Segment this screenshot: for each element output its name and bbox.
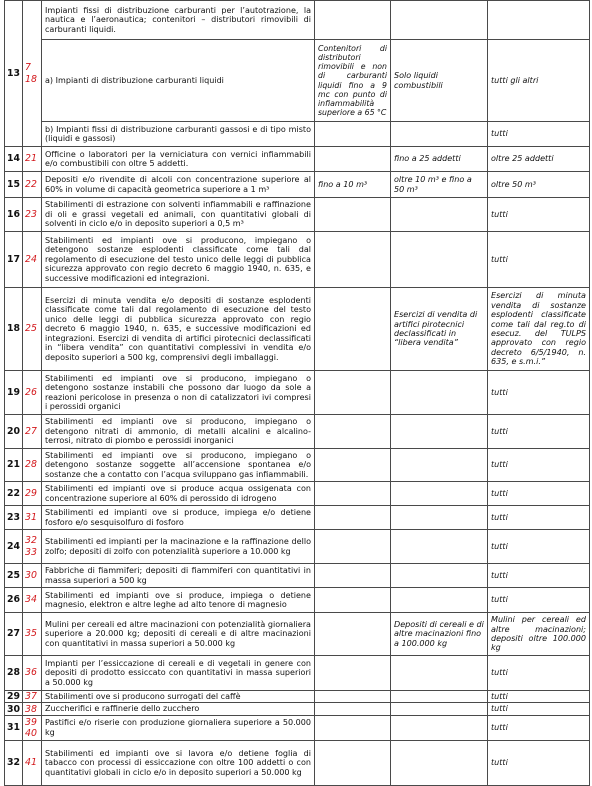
activity-number: 31	[5, 715, 23, 740]
activity-description: Stabilimenti ed impianti per la macinazione e la raffinazione dello zolfo; depositi di zolfo con potenzialità superiore a 10.000 kg	[42, 530, 315, 564]
category-c-cell: oltre 25 addetti	[488, 147, 590, 172]
activity-description: Stabilimenti ed impianti ove si lavora e/o detiene foglia di tabacco con processi di essiccazione con oltre 100 addetti o con quantitativi globali in ciclo e/o in deposito superiori a 50.000 kg	[42, 740, 315, 785]
table-row	[5, 371, 590, 415]
old-activity-number: 39 40	[23, 715, 42, 740]
activity-number: 13	[5, 1, 23, 147]
table-row	[5, 172, 590, 198]
category-c-cell: tutti	[488, 449, 590, 482]
table-row	[5, 530, 590, 564]
activity-number: 20	[5, 415, 23, 449]
old-activity-number: 21	[23, 147, 42, 172]
category-b-cell: fino a 25 addetti	[391, 147, 488, 172]
category-c-cell: tutti	[488, 588, 590, 613]
category-c-cell: oltre 50 m³	[488, 172, 590, 198]
category-c-cell: tutti	[488, 740, 590, 785]
old-activity-number: 22	[23, 172, 42, 198]
old-activity-number: 7 18	[23, 1, 42, 147]
activity-description: Impianti per l’essiccazione di cereali e di vegetali in genere con depositi di prodotto essiccato con quantitativi in massa superiori a 50.000 kg	[42, 656, 315, 691]
category-c-cell: tutti	[488, 656, 590, 691]
activity-number: 14	[5, 147, 23, 172]
regulation-table-page	[4, 0, 589, 786]
activity-description: Stabilimenti ed impianti ove si producono, impiegano o detengono sostanze instabili che possono dar luogo da sole a reazioni pericolose in presenza o non di catalizzatori ivi compresi i perossidi organici	[42, 371, 315, 415]
activity-description: Pastifici e/o riserie con produzione giornaliera superiore a 50.000 kg	[42, 715, 315, 740]
table-row	[5, 703, 590, 715]
fire-prevention-activities-table	[4, 0, 590, 786]
old-activity-number: 32 33	[23, 530, 42, 564]
table-row	[5, 691, 590, 703]
category-c-cell: tutti	[488, 415, 590, 449]
old-activity-number: 36	[23, 656, 42, 691]
activity-description: Officine o laboratori per la verniciatura con vernici infiammabili e/o combustibili con oltre 5 addetti.	[42, 147, 315, 172]
category-b-cell: Esercizi di vendita di artifici pirotecnici declassificati in “libera vendita”	[391, 288, 488, 371]
activity-number: 21	[5, 449, 23, 482]
activity-description: Stabilimenti ed impianti ove si producono, impiegano o detengono sostanze esplodenti classificate come tali dal regolamento di esecuzione del testo unico delle leggi di pubblica sicurezza approvato con regio decreto 6 maggio 1940, n. 635, e successive modificazioni ed integrazioni.	[42, 232, 315, 288]
activity-description: Stabilimenti ed impianti ove si produce acqua ossigenata con concentrazione superiore al 60% di perossido di idrogeno	[42, 482, 315, 506]
old-activity-number: 27	[23, 415, 42, 449]
category-c-cell: tutti	[488, 691, 590, 703]
old-activity-number: 28	[23, 449, 42, 482]
category-c-cell: tutti	[488, 564, 590, 588]
activity-number: 23	[5, 506, 23, 530]
activity-number: 28	[5, 656, 23, 691]
activity-number: 25	[5, 564, 23, 588]
category-c-cell: tutti	[488, 530, 590, 564]
activity-number: 22	[5, 482, 23, 506]
activity-description: Stabilimenti di estrazione con solventi infiammabili e raffinazione di oli e grassi vegetali ed animali, con quantitativi globali di solventi in ciclo e/o in deposito superiori a 0,5 m³	[42, 198, 315, 232]
activity-number: 29	[5, 691, 23, 703]
table-row	[5, 564, 590, 588]
old-activity-number: 35	[23, 613, 42, 656]
activity-number: 15	[5, 172, 23, 198]
activity-description: Fabbriche di fiammiferi; depositi di fiammiferi con quantitativi in massa superiori a 500 kg	[42, 564, 315, 588]
activity-description: a) Impianti di distribuzione carburanti liquidi	[42, 40, 315, 122]
table-row	[5, 198, 590, 232]
activity-description: Zuccherifici e raffinerie dello zucchero	[42, 703, 315, 715]
category-c-cell: tutti	[488, 703, 590, 715]
activity-number: 19	[5, 371, 23, 415]
old-activity-number: 34	[23, 588, 42, 613]
old-activity-number: 29	[23, 482, 42, 506]
table-row	[5, 232, 590, 288]
category-c-cell: tutti	[488, 482, 590, 506]
table-row	[5, 740, 590, 785]
category-b-cell: oltre 10 m³ e fino a 50 m³	[391, 172, 488, 198]
category-b-cell: Depositi di cereali e di altre macinazioni fino a 100.000 kg	[391, 613, 488, 656]
activity-number: 32	[5, 740, 23, 785]
old-activity-number: 26	[23, 371, 42, 415]
category-a-cell: Contenitori di distributori rimovibili e non di carburanti liquidi fino a 9 mc con punto di infiammabilità superiore a 65 °C	[315, 40, 391, 122]
activity-description: Stabilimenti ove si producono surrogati del caffè	[42, 691, 315, 703]
old-activity-number: 30	[23, 564, 42, 588]
activity-description: Stabilimenti ed impianti ove si produce, impiega o detiene magnesio, elektron e altre leghe ad alto tenore di magnesio	[42, 588, 315, 613]
table-row	[5, 40, 590, 122]
category-c-cell: tutti	[488, 232, 590, 288]
activity-description: Esercizi di minuta vendita e/o depositi di sostanze esplodenti classificate come tali dal regolamento di esecuzione del testo unico delle leggi di pubblica sicurezza approvato con regio decreto 6 maggio 1940, n. 635, e successive modificazioni ed integrazioni. Esercizi di vendita di artifici pirotecnici declassificati in “libera vendita” con quantitativi complessivi in vendita e/o deposito superiori a 500 kg, comprensivi degli imballaggi.	[42, 288, 315, 371]
activity-description: Stabilimenti ed impianti ove si producono, impiegano o detengono nitrati di ammonio, di metalli alcalini e alcalino-terrosi, nitrato di piombo e perossidi inorganici	[42, 415, 315, 449]
activity-description: Mulini per cereali ed altre macinazioni con potenzialità giornaliera superiore a 20.000 kg; depositi di cereali e di altre macinazioni con quantitativi in massa superiori a 50.000 kg	[42, 613, 315, 656]
category-c-cell: tutti	[488, 506, 590, 530]
category-c-cell: tutti gli altri	[488, 40, 590, 122]
activity-number: 16	[5, 198, 23, 232]
activity-number: 27	[5, 613, 23, 656]
table-row	[5, 506, 590, 530]
activity-description: Impianti fissi di distribuzione carburanti per l’autotrazione, la nautica e l’aeronautica; contenitori – distributori rimovibili di carburanti liquidi.	[42, 1, 315, 40]
old-activity-number: 37	[23, 691, 42, 703]
category-c-cell: Esercizi di minuta vendita di sostanze esplodenti classificate come tali dal reg.to di esecuz. del TULPS approvato con regio decreto 6/5/1940, n. 635, e s.m.i.”	[488, 288, 590, 371]
category-c-cell: tutti	[488, 715, 590, 740]
activity-description: Stabilimenti ed impianti ove si produce, impiega e/o detiene fosforo e/o sesquisolfuro di fosforo	[42, 506, 315, 530]
old-activity-number: 41	[23, 740, 42, 785]
table-row	[5, 288, 590, 371]
old-activity-number: 23	[23, 198, 42, 232]
activity-number: 26	[5, 588, 23, 613]
category-c-cell: tutti	[488, 371, 590, 415]
activity-number: 24	[5, 530, 23, 564]
table-row	[5, 415, 590, 449]
table-row	[5, 482, 590, 506]
category-a-cell: fino a 10 m³	[315, 172, 391, 198]
table-row	[5, 449, 590, 482]
activity-number: 18	[5, 288, 23, 371]
table-row	[5, 147, 590, 172]
table-row	[5, 588, 590, 613]
activity-description: Stabilimenti ed impianti ove si producono, impiegano o detengono sostanze soggette all’accensione spontanea e/o sostanze che a contatto con l’acqua sviluppano gas infiammabili.	[42, 449, 315, 482]
category-c-cell: tutti	[488, 198, 590, 232]
old-activity-number: 31	[23, 506, 42, 530]
activity-description: b) Impianti fissi di distribuzione carburanti gassosi e di tipo misto (liquidi e gassosi)	[42, 122, 315, 147]
activity-number: 30	[5, 703, 23, 715]
activity-description: Depositi e/o rivendite di alcoli con concentrazione superiore al 60% in volume di capacità geometrica superiore a 1 m³	[42, 172, 315, 198]
table-row	[5, 122, 590, 147]
category-b-cell: Solo liquidi combustibili	[391, 40, 488, 122]
activity-number: 17	[5, 232, 23, 288]
old-activity-number: 24	[23, 232, 42, 288]
table-row	[5, 613, 590, 656]
category-c-cell: tutti	[488, 122, 590, 147]
table-row	[5, 1, 590, 40]
table-row	[5, 715, 590, 740]
category-c-cell: Mulini per cereali ed altre macinazioni; depositi oltre 100.000 kg	[488, 613, 590, 656]
old-activity-number: 38	[23, 703, 42, 715]
old-activity-number: 25	[23, 288, 42, 371]
table-row	[5, 656, 590, 691]
